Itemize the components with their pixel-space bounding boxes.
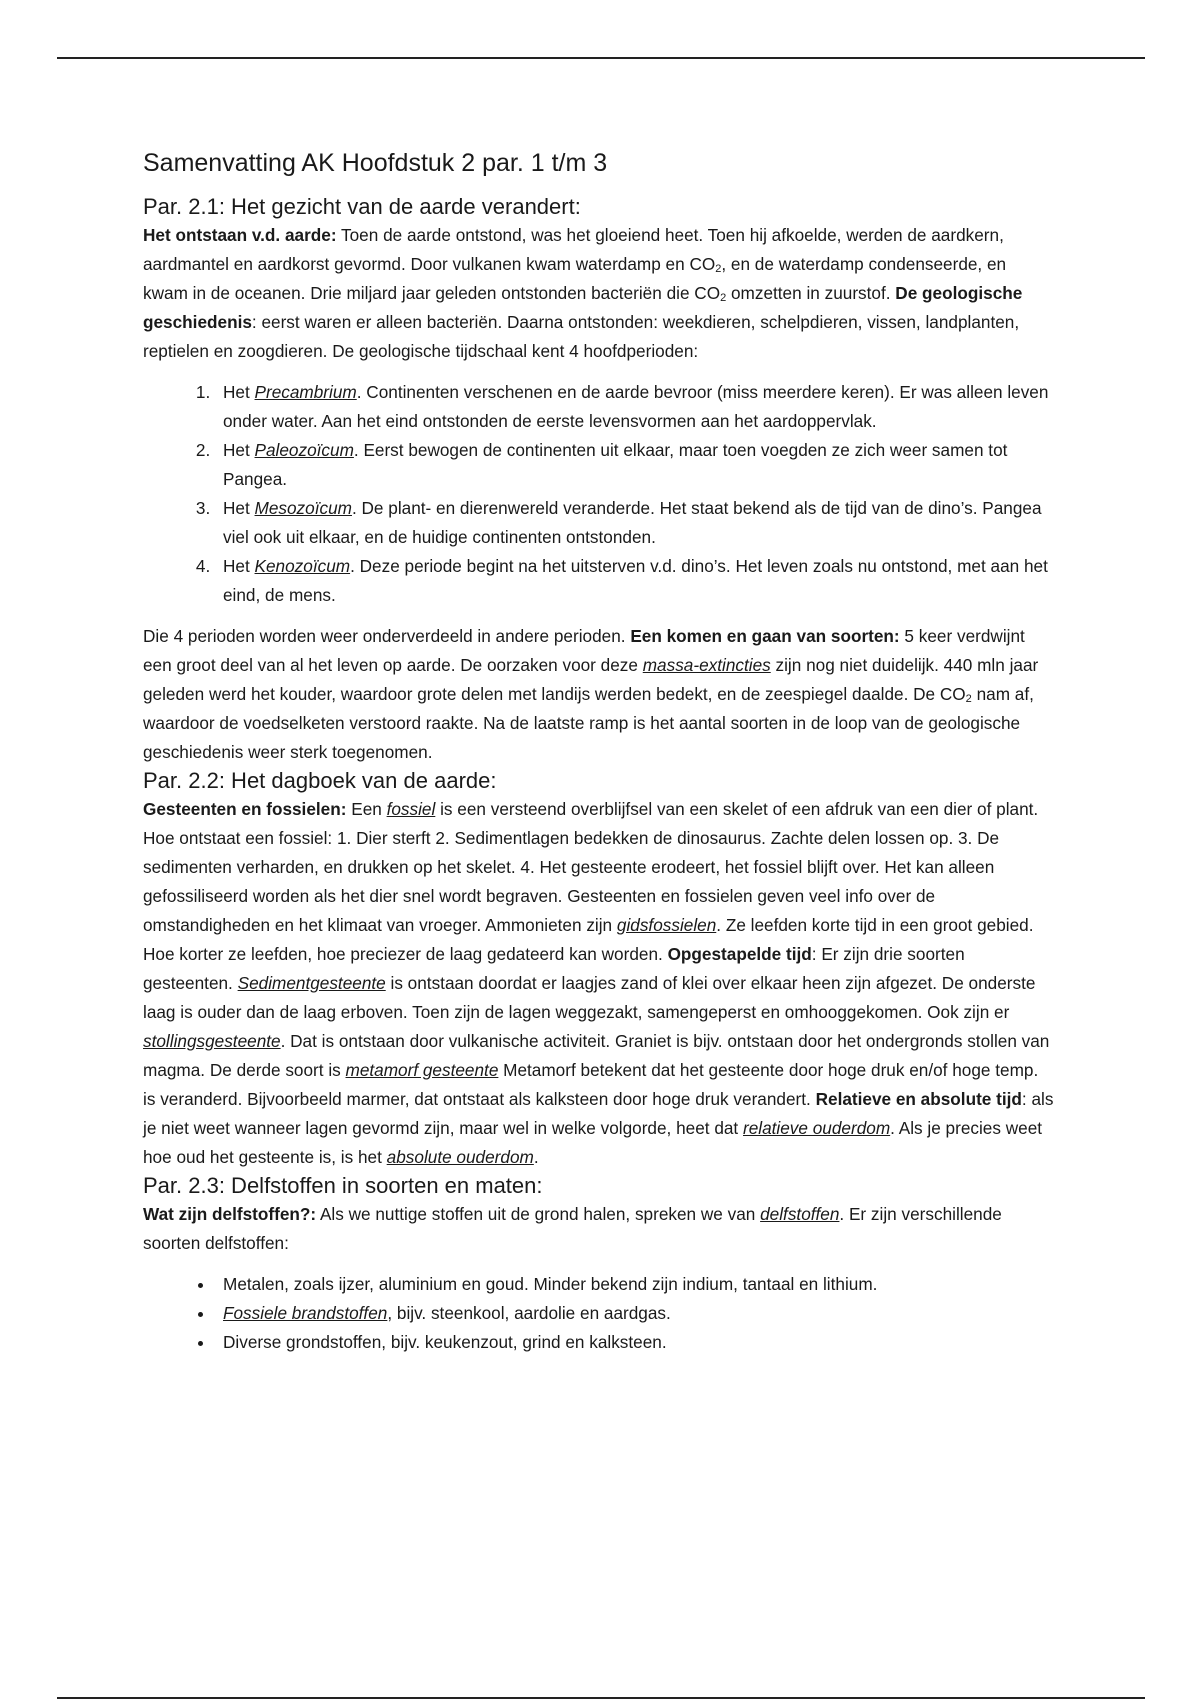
footer-rule	[57, 1697, 1145, 1699]
list-item: 3. Het Mesozoïcum. De plant- en dierenwereld veranderde. Het staat bekend als de tijd van de dino’s. Pangea viel ook uit elkaar, en de huidige continenten ontstonden.	[215, 494, 1055, 552]
list-item: 4. Het Kenozoïcum. Deze periode begint na het uitsterven v.d. dino’s. Het leven zoals nu ontstond, met aan het eind, de mens.	[215, 552, 1055, 610]
document-title: Samenvatting AK Hoofdstuk 2 par. 1 t/m 3	[143, 149, 608, 177]
header-rule	[57, 57, 1145, 59]
periods-list	[143, 378, 1055, 610]
delfstoffen-list	[143, 1270, 1055, 1357]
paragraph-ontstaan: Het ontstaan v.d. aarde: Toen de aarde ontstond, was het gloeiend heet. Toen hij afkoelde, werden de aardkern, aardmantel en aardkorst gevormd. Door vulkanen kwam waterdamp en $CO_2$, en de waterdamp condenseerde, en kwam in de oceanen. Drie miljard jaar geleden ontstonden bacteriën die $CO_2$ omzetten in zuurstof. De geologische geschiedenis: eerst waren er alleen bacteriën. Daarna ontstonden: weekdieren, schelpdieren, vissen, landplanten, reptielen en zoogdieren. De geologische tijdschaal kent 4 hoofdperioden:	[143, 225, 1023, 361]
list-item: 1. Het Precambrium. Continenten verschenen en de aarde bevroor (miss meerdere keren). Er was alleen leven onder water. Aan het eind ontstonden de eerste levensvormen aan het aardoppervlak.	[215, 378, 1055, 436]
paragraph-delfstoffen: Wat zijn delfstoffen?: Als we nuttige stoffen uit de grond halen, spreken we van delfstoffen. Er zijn verschillende soorten delfstoffen:	[143, 1204, 1002, 1253]
list-item: 2. Het Paleozoïcum. Eerst bewogen de continenten uit elkaar, maar toen voegden ze zich weer samen tot Pangea.	[215, 436, 1055, 494]
list-item: • Fossiele brandstoffen, bijv. steenkool, aardolie en aardgas.	[215, 1299, 1055, 1328]
list-item: • Metalen, zoals ijzer, aluminium en goud. Minder bekend zijn indium, tantaal en lithium.	[215, 1270, 1055, 1299]
section-heading-2-2: Par. 2.2: Het dagboek van de aarde:	[143, 768, 497, 793]
document-body	[143, 143, 1055, 1369]
paragraph-soorten: Die 4 perioden worden weer onderverdeeld in andere perioden. Een komen en gaan van soorten: 5 keer verdwijnt een groot deel van al het leven op aarde. De oorzaken voor deze massa-extincties zijn nog niet duidelijk. 440 mln jaar geleden werd het kouder, waardoor grote delen met landijs werden bedekt, en de zeespiegel daalde. De $CO_2$ nam af, waardoor de voedselketen verstoord raakte. Na de laatste ramp is het aantal soorten in de loop van de geologische geschiedenis weer sterk toegenomen.	[143, 626, 1039, 762]
section-heading-2-3: Par. 2.3: Delfstoffen in soorten en maten:	[143, 1173, 543, 1198]
list-item: • Diverse grondstoffen, bijv. keukenzout, grind en kalksteen.	[215, 1328, 1055, 1357]
section-heading-2-1: Par. 2.1: Het gezicht van de aarde verandert:	[143, 194, 581, 219]
paragraph-gesteenten: Gesteenten en fossielen: Een fossiel is een versteend overblijfsel van een skelet of een afdruk van een dier of plant. Hoe ontstaat een fossiel: 1. Dier sterft 2. Sedimentlagen bedekken de dinosaurus. Zachte delen lossen op. 3. De sedimenten verharden, en drukken op het skelet. 4. Het gesteente erodeert, het fossiel blijft over. Het kan alleen gefossiliseerd worden als het dier snel wordt begraven. Gesteenten en fossielen geven veel info over de omstandigheden en het klimaat van vroeger. Ammonieten zijn gidsfossielen. Ze leefden korte tijd in een groot gebied. Hoe korter ze leefden, hoe preciezer de laag gedateerd kan worden. Opgestapelde tijd: Er zijn drie soorten gesteenten. Sedimentgesteente is ontstaan doordat er laagjes zand of klei over elkaar heen zijn afgezet. De onderste laag is ouder dan de laag erboven. Toen zijn de lagen weggezakt, samengeperst en omhooggekomen. Ook zijn er stollingsgesteente. Dat is ontstaan door vulkanische activiteit. Graniet is bijv. ontstaan door het ondergronds stollen van magma. De derde soort is metamorf gesteente Metamorf betekent dat het gesteente door hoge druk en/of hoge temp. is veranderd. Bijvoorbeeld marmer, dat ontstaat als kalksteen door hoge druk verandert. Relatieve en absolute tijd: als je niet weet wanneer lagen gevormd zijn, maar wel in welke volgorde, heet dat relatieve ouderdom. Als je precies weet hoe oud het gesteente is, is het absolute ouderdom.	[143, 799, 1054, 1167]
